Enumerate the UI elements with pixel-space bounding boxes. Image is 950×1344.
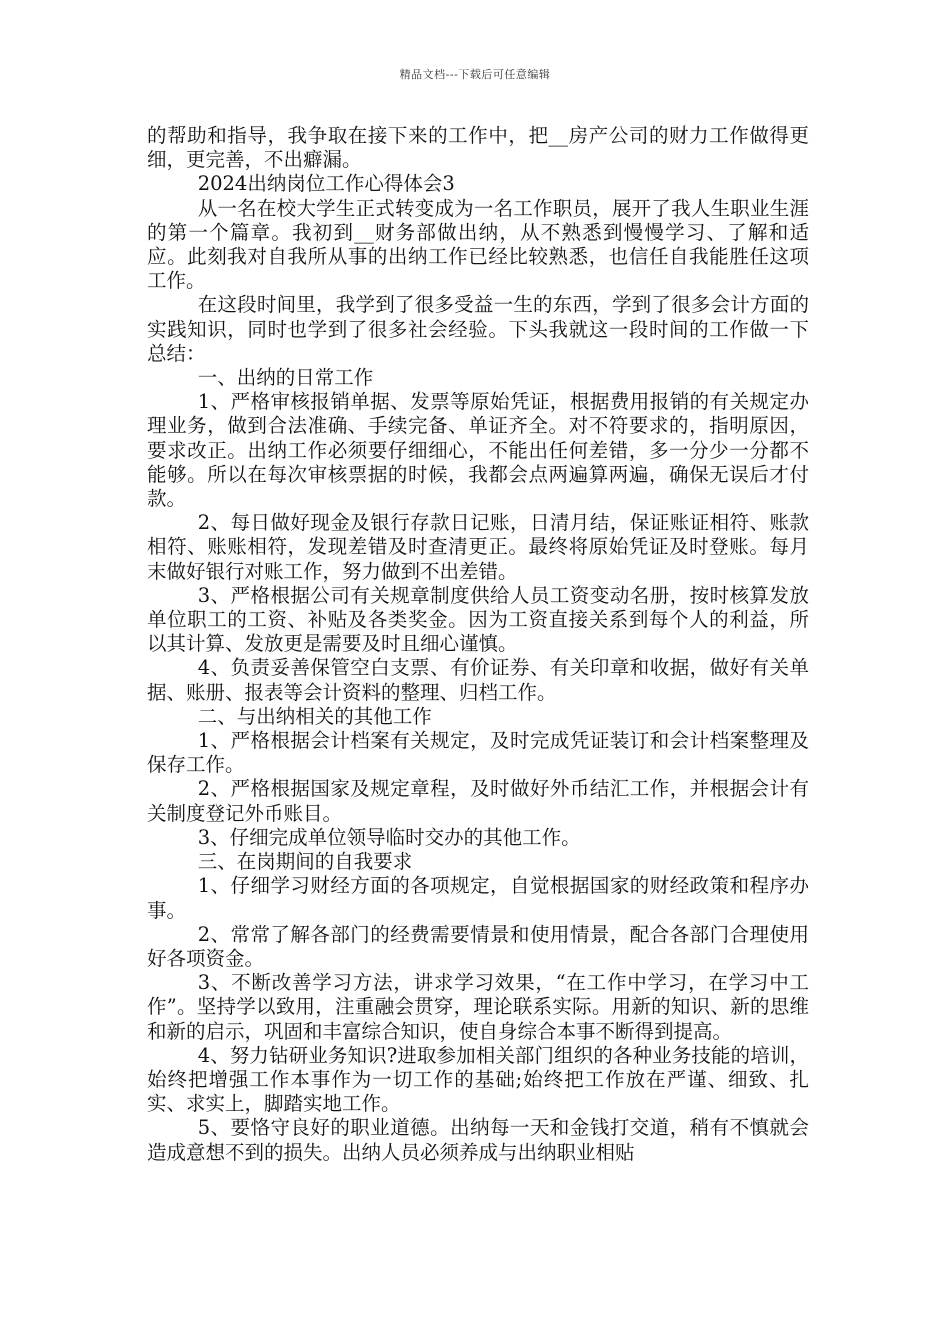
section-heading: 三、在岗期间的自我要求 bbox=[197, 850, 413, 874]
paragraph: 5、要恪守良好的职业道德。出纳每一天和金钱打交道，稍有不慎就会造成意想不到的损失。出纳人员必须养成与出纳职业相贴 bbox=[147, 1116, 809, 1164]
paragraph: 3、仔细完成单位领导临时交办的其他工作。 bbox=[197, 825, 581, 849]
paragraph: 3、严格根据公司有关规章制度供给人员工资变动名册，按时核算发放单位职工的工资、补贴及各类奖金。因为工资直接关系到每个人的利益，所以其计算、发放更是需要及时且细心谨慎。 bbox=[147, 583, 809, 656]
paragraph: 从一名在校大学生正式转变成为一名工作职员，展开了我人生职业生涯的第一个篇章。我初到__财务部做出纳，从不熟悉到慢慢学习、了解和适应。此刻我对自我所从事的出纳工作已经比较熟悉，也信任自我能胜任这项工作。 bbox=[147, 196, 809, 293]
paragraph: 2、每日做好现金及银行存款日记账，日清月结，保证账证相符、账款相符、账账相符，发现差错及时查清更正。最终将原始凭证及时登账。每月末做好银行对账工作，努力做到不出差错。 bbox=[147, 511, 809, 583]
paragraph: 1、严格根据会计档案有关规定，及时完成凭证装订和会计档案整理及保存工作。 bbox=[147, 729, 809, 777]
paragraph: 3、不断改善学习方法，讲求学习效果，“在工作中学习，在学习中工作”。坚持学以致用，注重融会贯穿，理论联系实际。用新的知识、新的思维和新的启示，巩固和丰富综合知识，使自身综合本事不断得到提高。 bbox=[147, 971, 809, 1043]
document-body bbox=[147, 124, 809, 1165]
paragraph: 4、努力钻研业务知识?进取参加相关部门组织的各种业务技能的培训，始终把增强工作本事作为一切工作的基础;始终把工作放在严谨、细致、扎实、求实上，脚踏实地工作。 bbox=[147, 1043, 809, 1116]
paragraph: 1、严格审核报销单据、发票等原始凭证，根据费用报销的有关规定办理业务，做到合法准确、手续完备、单证齐全。对不符要求的，指明原因，要求改正。出纳工作必须要仔细细心，不能出任何差错，多一分少一分都不能够。所以在每次审核票据的时候，我都会点两遍算两遍，确保无误后才付款。 bbox=[147, 390, 809, 511]
paragraph: 的帮助和指导，我争取在接下来的工作中，把__房产公司的财力工作做得更细，更完善，不出癖漏。 bbox=[147, 124, 809, 172]
paragraph: 1、仔细学习财经方面的各项规定，自觉根据国家的财经政策和程序办事。 bbox=[147, 874, 809, 922]
paragraph: 2、严格根据国家及规定章程，及时做好外币结汇工作，并根据会计有关制度登记外币账目。 bbox=[147, 777, 809, 825]
page-header: 精品文档---下载后可任意编辑 bbox=[399, 68, 551, 81]
section-title: 2024出纳岗位工作心得体会3 bbox=[197, 172, 455, 196]
paragraph: 在这段时间里，我学到了很多受益一生的东西，学到了很多会计方面的实践知识，同时也学到了很多社会经验。下头我就这一段时间的工作做一下总结： bbox=[147, 293, 809, 365]
paragraph: 4、负责妥善保管空白支票、有价证券、有关印章和收据，做好有关单据、账册、报表等会计资料的整理、归档工作。 bbox=[147, 656, 809, 704]
paragraph: 2、常常了解各部门的经费需要情景和使用情景，配合各部门合理使用好各项资金。 bbox=[147, 922, 809, 970]
section-heading: 一、出纳的日常工作 bbox=[197, 366, 374, 390]
section-heading: 二、与出纳相关的其他工作 bbox=[197, 704, 432, 728]
